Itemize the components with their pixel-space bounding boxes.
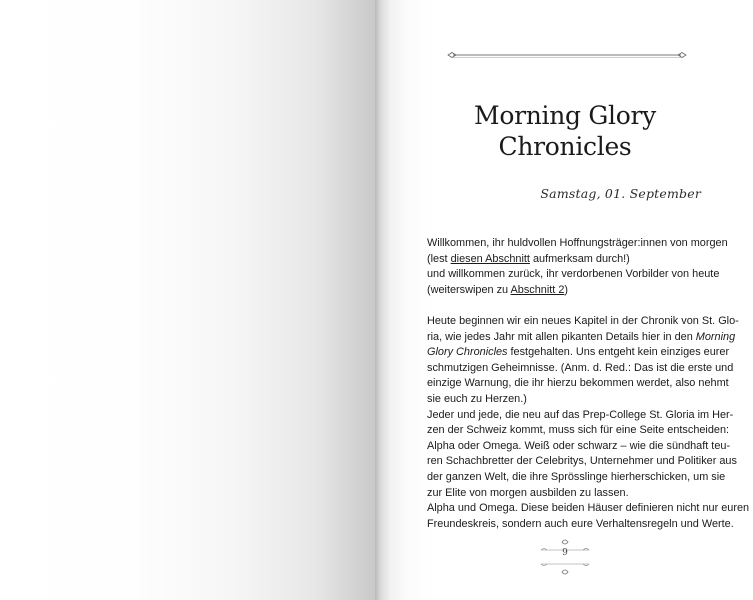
left-page: [0, 0, 375, 600]
page-number-ornament: [537, 538, 593, 578]
paragraph-gap: [427, 298, 715, 314]
entry-date: Samstag, 01. September: [540, 186, 701, 201]
text-line: zur Elite von morgen ausbilden zu lassen.: [427, 486, 629, 499]
text-line: einzige Warnung, die ihr hierzu bekommen werdet, also nehmt: [427, 377, 729, 390]
book-title: [450, 100, 680, 162]
text-line: sie euch zu Herzen.): [427, 392, 527, 405]
text-line: (weiterswipen zu Abschnitt 2): [427, 283, 569, 296]
text-line: zen der Schweiz kommt, muss sich für eine Seite entscheiden:: [427, 424, 730, 437]
text-line: schmutzigen Geheimnisse. (Anm. d. Red.: Das ist die erste und: [427, 361, 734, 374]
text-line: Alpha oder Omega. Weiß oder schwarz – wie die sündhaft teu-: [427, 439, 731, 452]
text-line: Glory Chronicles festgehalten. Uns entgeht kein einziges eurer: [427, 346, 730, 359]
link-diesen-abschnitt[interactable]: diesen Abschnitt: [450, 252, 530, 265]
text-line: Freundeskreis, sondern auch eure Verhaltensregeln und Werte.: [427, 517, 734, 530]
link-abschnitt-2[interactable]: Abschnitt 2: [510, 283, 565, 296]
page-number: 9: [562, 548, 568, 558]
text-line: der ganzen Welt, die ihre Sprösslinge hierherschicken, um sie: [427, 470, 726, 483]
body-text: [427, 236, 750, 532]
text-line: Heute beginnen wir ein neues Kapitel in der Chronik von St. Glo-: [427, 314, 739, 327]
title-line-1: Morning Glory: [474, 101, 656, 130]
title-line-2: Chronicles: [498, 132, 632, 161]
text-line: Jeder und jede, die neu auf das Prep-College St. Gloria im Her-: [427, 408, 734, 421]
text-line: ria, wie jedes Jahr mit allen pikanten Details hier in den Morning: [427, 330, 736, 343]
text-line: (lest diesen Abschnitt aufmerksam durch!): [427, 252, 630, 265]
text-line: ren Schachbretter der Celebritys, Unternehmer und Politiker aus: [427, 455, 737, 468]
text-line: und willkommen zurück, ihr verdorbenen Vorbilder von heute: [427, 268, 720, 281]
top-divider-ornament: [447, 49, 687, 61]
text-line: Alpha und Omega. Diese beiden Häuser definieren nicht nur euren: [427, 502, 750, 515]
text-line: Willkommen, ihr huldvollen Hoffnungsträger:innen von morgen: [427, 237, 728, 249]
